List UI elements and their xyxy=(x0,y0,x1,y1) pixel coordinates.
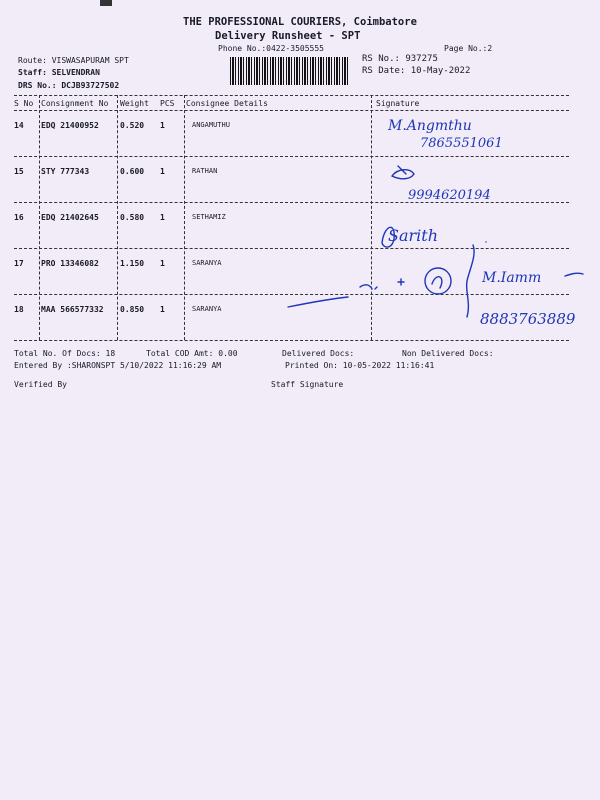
row-consignee: ANGAMUTHU xyxy=(192,121,230,129)
row-sno: 15 xyxy=(14,167,24,176)
row-sno: 17 xyxy=(14,259,24,268)
handwritten-phone: 7865551061 xyxy=(420,136,503,151)
rs-date: RS Date: 10-May-2022 xyxy=(362,66,471,76)
handwritten-signature: M.Angmthu xyxy=(388,118,472,134)
staff-signature-label: Staff Signature xyxy=(271,380,344,389)
rs-number: RS No.: 937275 xyxy=(362,54,438,64)
page-number: Page No.:2 xyxy=(444,44,493,53)
non-delivered-docs: Non Delivered Docs: xyxy=(402,349,494,358)
row-sno: 16 xyxy=(14,213,24,222)
handwritten-phone: 9994620194 xyxy=(408,188,491,203)
row-consignment: EDQ 21400952 xyxy=(41,121,99,130)
row-consignee: SETHAMIZ xyxy=(192,213,226,221)
row-weight: 0.520 xyxy=(120,121,145,130)
row-consignment: EDQ 21402645 xyxy=(41,213,99,222)
handwritten-signature: M.Iamm xyxy=(482,270,542,286)
total-docs: Total No. Of Docs: 18 xyxy=(14,349,116,358)
phone-number: Phone No.:0422-3505555 xyxy=(218,44,324,53)
col-header-consignee: Consignee Details xyxy=(186,99,268,108)
col-header-weight: Weight xyxy=(120,99,149,108)
row-pcs: 1 xyxy=(160,305,165,314)
row-sno: 14 xyxy=(14,121,24,130)
handwritten-signature: Sarith xyxy=(388,226,438,245)
company-title: THE PROFESSIONAL COURIERS, Coimbatore xyxy=(183,16,417,28)
row-consignment: STY 777343 xyxy=(41,167,90,176)
row-weight: 0.600 xyxy=(120,167,145,176)
row-consignment: PRO 13346082 xyxy=(41,259,99,268)
row-pcs: 1 xyxy=(160,259,165,268)
row-pcs: 1 xyxy=(160,121,165,130)
col-header-consignment: Consignment No xyxy=(41,99,109,108)
col-header-sno: S No xyxy=(14,99,34,108)
entered-by: Entered By :SHARONSPT 5/10/2022 11:16:29 AM xyxy=(14,361,222,370)
total-cod: Total COD Amt: 0.00 xyxy=(146,349,238,358)
verified-by: Verified By xyxy=(14,380,67,389)
staff-label: Staff: SELVENDRAN xyxy=(18,68,100,77)
row-consignment: MAA 566577332 xyxy=(41,305,104,314)
delivered-docs: Delivered Docs: xyxy=(282,349,355,358)
col-header-signature: Signature xyxy=(376,99,420,108)
row-weight: 1.150 xyxy=(120,259,145,268)
row-pcs: 1 xyxy=(160,213,165,222)
row-weight: 0.580 xyxy=(120,213,145,222)
col-header-pcs: PCS xyxy=(160,99,175,108)
runsheet-title: Delivery Runsheet - SPT xyxy=(215,30,361,42)
row-consignee: RATHAN xyxy=(192,167,218,175)
row-pcs: 1 xyxy=(160,167,165,176)
row-consignee: SARANYA xyxy=(192,305,222,313)
row-consignee: SARANYA xyxy=(192,259,222,267)
printed-on: Printed On: 10-05-2022 11:16:41 xyxy=(285,361,435,370)
row-weight: 0.850 xyxy=(120,305,145,314)
row-sno: 18 xyxy=(14,305,24,314)
handwritten-phone: 8883763889 xyxy=(480,310,576,328)
route-label: Route: VISWASAPURAM SPT xyxy=(18,56,129,65)
drs-label: DRS No.: DCJB93727502 xyxy=(18,81,120,90)
